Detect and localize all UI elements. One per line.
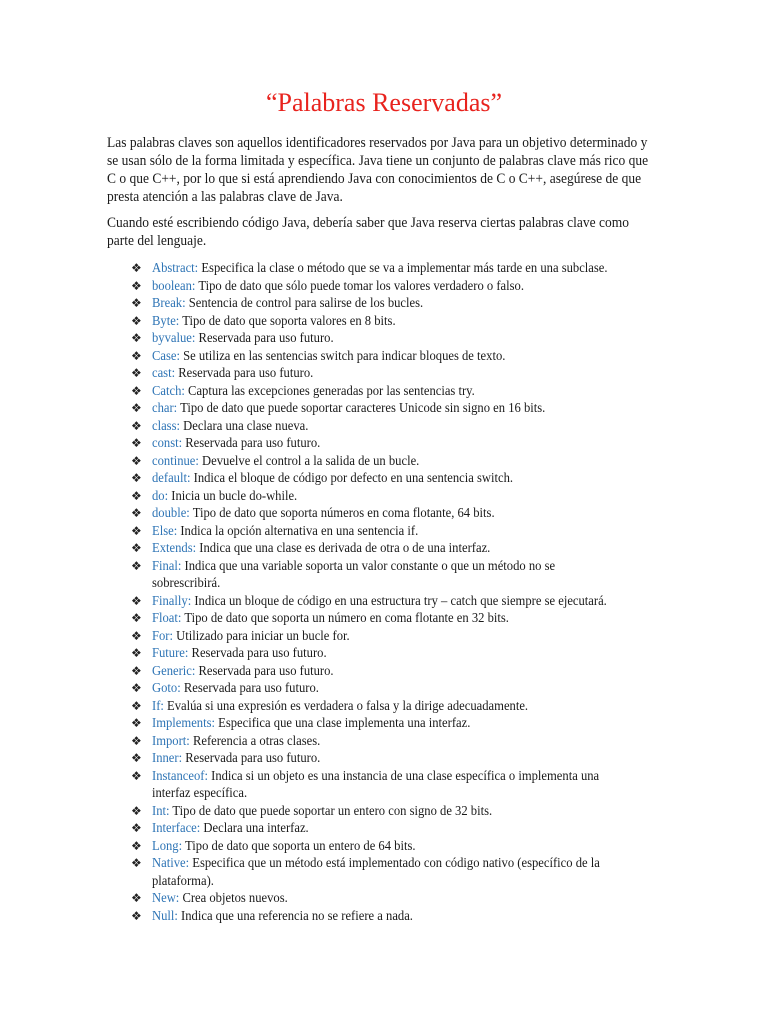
diamond-bullet-icon: ❖: [131, 716, 142, 730]
keyword-list-item: [131, 278, 691, 296]
keyword-description: Declara una interfaz.: [203, 821, 309, 836]
keyword-term: Case:: [152, 348, 180, 364]
paragraph-line: presta atención a las palabras clave de Java.: [107, 189, 343, 205]
diamond-bullet-icon: ❖: [131, 908, 142, 923]
diamond-bullet-icon: ❖: [131, 383, 142, 398]
keyword-term: double:: [152, 506, 190, 521]
keyword-description: Indica que una referencia no se refiere a nada.: [181, 908, 413, 924]
keyword-description: Especifica que una clase implementa una interfaz.: [218, 716, 471, 731]
keyword-entry: [152, 698, 528, 716]
keyword-description: Tipo de dato que sólo puede tomar los valores verdadero o falso.: [198, 278, 524, 294]
keyword-term: do:: [152, 488, 169, 504]
keyword-term: Generic:: [152, 663, 196, 679]
keyword-entry: [152, 715, 470, 733]
keyword-description: Evalúa si una expresión es verdadera o falsa y la dirige adecuadamente.: [167, 698, 529, 714]
keyword-entry: [152, 330, 334, 348]
keyword-list-item: [131, 365, 691, 383]
diamond-bullet-icon: ❖: [131, 296, 142, 310]
intro-paragraph: [107, 134, 649, 206]
keyword-description: Indica un bloque de código en una estructura try – catch que siempre se ejecutará.: [194, 593, 607, 609]
keyword-term: Instanceof:: [152, 768, 208, 784]
keyword-list-item: [131, 768, 691, 803]
keyword-entry: [152, 768, 599, 803]
keyword-entry: [152, 523, 418, 541]
keyword-list-item: [131, 715, 691, 733]
keyword-term: Goto:: [152, 681, 181, 696]
keyword-entry: [152, 383, 475, 401]
paragraph-line: C o que C++, por lo que si está aprendiendo Java con conocimientos de C o C++, asegúrese de que: [107, 171, 642, 187]
keyword-term: Byte:: [152, 313, 180, 329]
keyword-entry: [152, 610, 509, 628]
diamond-bullet-icon: ❖: [131, 751, 142, 765]
keyword-list-item: [131, 890, 691, 908]
keyword-list-item: [131, 803, 691, 821]
keyword-term: cast:: [152, 366, 176, 381]
keyword-list-item: [131, 610, 691, 628]
keyword-description-continuation: sobrescribirá.: [152, 576, 221, 591]
keyword-description: Utilizado para iniciar un bucle for.: [176, 628, 350, 644]
keyword-term: Final:: [152, 558, 182, 574]
keyword-list-item: [131, 540, 691, 558]
diamond-bullet-icon: ❖: [131, 278, 142, 293]
keyword-description: Reservada para uso futuro.: [183, 681, 319, 696]
diamond-bullet-icon: ❖: [131, 593, 142, 608]
diamond-bullet-icon: ❖: [131, 698, 142, 713]
keyword-entry: [152, 505, 495, 523]
diamond-bullet-icon: ❖: [131, 611, 142, 625]
keyword-list: [131, 260, 691, 925]
paragraph-line: Las palabras claves son aquellos identificadores reservados por Java para un objetivo determinado y: [107, 135, 648, 151]
keyword-description: Especifica que un método está implementado con código nativo (específico de la: [192, 856, 600, 871]
keyword-description: Inicia un bucle do-while.: [171, 488, 298, 504]
keyword-entry: [152, 890, 288, 908]
diamond-bullet-icon: ❖: [131, 331, 142, 345]
keyword-list-item: [131, 908, 691, 926]
keyword-term: Future:: [152, 646, 189, 661]
keyword-description: Tipo de dato que soporta un entero de 64 bits.: [185, 838, 416, 854]
diamond-bullet-icon: ❖: [131, 541, 142, 555]
diamond-bullet-icon: ❖: [131, 891, 142, 905]
keyword-list-item: [131, 645, 691, 663]
diamond-bullet-icon: ❖: [131, 348, 142, 363]
keyword-list-item: [131, 523, 691, 541]
keyword-term: Native:: [152, 856, 190, 871]
keyword-list-item: [131, 750, 691, 768]
keyword-list-item: [131, 383, 691, 401]
keyword-term: If:: [152, 698, 164, 714]
keyword-term: Import:: [152, 733, 190, 749]
keyword-description: Especifica la clase o método que se va a implementar más tarde en una subclase.: [201, 261, 608, 276]
keyword-entry: [152, 663, 334, 681]
diamond-bullet-icon: ❖: [131, 733, 142, 748]
keyword-list-item: [131, 418, 691, 436]
diamond-bullet-icon: ❖: [131, 418, 142, 433]
keyword-list-item: [131, 260, 691, 278]
keyword-description: Captura las excepciones generadas por las sentencias try.: [188, 383, 475, 399]
keyword-entry: [152, 435, 320, 453]
keyword-description: Reservada para uso futuro.: [198, 663, 334, 679]
keyword-list-item: [131, 698, 691, 716]
keyword-description: Reservada para uso futuro.: [191, 646, 327, 661]
diamond-bullet-icon: ❖: [131, 681, 142, 695]
diamond-bullet-icon: ❖: [131, 488, 142, 503]
keyword-entry: [152, 278, 524, 296]
diamond-bullet-icon: ❖: [131, 313, 142, 328]
keyword-description: Reservada para uso futuro.: [198, 331, 334, 346]
keyword-description: Indica el bloque de código por defecto en una sentencia switch.: [193, 471, 514, 486]
keyword-description: Reservada para uso futuro.: [185, 436, 321, 451]
keyword-term: Catch:: [152, 383, 185, 399]
keyword-list-item: [131, 628, 691, 646]
diamond-bullet-icon: ❖: [131, 453, 142, 468]
diamond-bullet-icon: ❖: [131, 856, 142, 870]
keyword-entry: [152, 400, 545, 418]
keyword-entry: [152, 470, 513, 488]
paragraph-line: se usan sólo de la forma limitada y específica. Java tiene un conjunto de palabras clave más rico que: [107, 153, 649, 169]
keyword-term: New:: [152, 891, 180, 906]
diamond-bullet-icon: ❖: [131, 436, 142, 450]
keyword-description: Crea objetos nuevos.: [182, 891, 288, 906]
keyword-entry: [152, 488, 297, 506]
keyword-entry: [152, 540, 490, 558]
keyword-term: Int:: [152, 803, 170, 819]
document-title: “Palabras Reservadas”: [265, 88, 503, 117]
diamond-bullet-icon: ❖: [131, 803, 142, 818]
keyword-list-item: [131, 558, 691, 593]
keyword-description: Tipo de dato que puede soportar un entero con signo de 32 bits.: [172, 803, 493, 819]
keyword-entry: [152, 645, 327, 663]
diamond-bullet-icon: ❖: [131, 261, 142, 275]
keyword-list-item: [131, 838, 691, 856]
paragraph-line: Cuando esté escribiendo código Java, debería saber que Java reserva ciertas palabras clave como: [107, 215, 629, 231]
keyword-entry: [152, 295, 423, 313]
keyword-term: Finally:: [152, 593, 192, 609]
keyword-list-item: [131, 680, 691, 698]
keyword-description: Reservada para uso futuro.: [185, 751, 321, 766]
keyword-description: Referencia a otras clases.: [192, 733, 321, 749]
keyword-entry: [152, 820, 309, 838]
keyword-term: Interface:: [152, 821, 201, 836]
diamond-bullet-icon: ❖: [131, 366, 142, 380]
paragraph-line: parte del lenguaje.: [107, 233, 207, 249]
keyword-entry: [152, 313, 396, 331]
keyword-description-continuation: plataforma).: [152, 873, 214, 889]
keyword-term: boolean:: [152, 278, 196, 294]
keyword-description: Tipo de dato que soporta valores en 8 bits.: [182, 313, 396, 329]
diamond-bullet-icon: ❖: [131, 401, 142, 415]
second-paragraph: [107, 214, 628, 250]
keyword-description: Indica que una variable soporta un valor constante o que un método no se: [184, 558, 556, 574]
keyword-term: char:: [152, 401, 178, 416]
keyword-term: default:: [152, 471, 191, 486]
keyword-list-item: [131, 453, 691, 471]
keyword-list-item: [131, 295, 691, 313]
keyword-description: Tipo de dato que soporta un número en coma flotante en 32 bits.: [184, 611, 509, 626]
keyword-entry: [152, 628, 350, 646]
keyword-list-item: [131, 330, 691, 348]
keyword-entry: [152, 733, 320, 751]
keyword-description: Sentencia de control para salirse de los bucles.: [188, 296, 424, 311]
keyword-term: Long:: [152, 838, 183, 854]
keyword-term: class:: [152, 418, 180, 434]
keyword-description: Tipo de dato que soporta números en coma flotante, 64 bits.: [192, 506, 495, 521]
keyword-list-item: [131, 663, 691, 681]
diamond-bullet-icon: ❖: [131, 663, 142, 678]
keyword-term: byvalue:: [152, 331, 196, 346]
keyword-term: Implements:: [152, 716, 215, 731]
keyword-description: Declara una clase nueva.: [183, 418, 309, 434]
keyword-entry: [152, 453, 419, 471]
keyword-term: Break:: [152, 296, 186, 311]
keyword-list-item: [131, 505, 691, 523]
keyword-list-item: [131, 593, 691, 611]
keyword-entry: [152, 418, 308, 436]
keyword-description: Indica la opción alternativa en una sentencia if.: [180, 523, 419, 539]
keyword-list-item: [131, 435, 691, 453]
diamond-bullet-icon: ❖: [131, 628, 142, 643]
diamond-bullet-icon: ❖: [131, 471, 142, 485]
keyword-entry: [152, 803, 492, 821]
keyword-description: Reservada para uso futuro.: [178, 366, 314, 381]
keyword-entry: [152, 260, 608, 278]
diamond-bullet-icon: ❖: [131, 768, 142, 783]
keyword-entry: [152, 750, 320, 768]
keyword-term: For:: [152, 628, 174, 644]
keyword-list-item: [131, 820, 691, 838]
keyword-description-continuation: interfaz específica.: [152, 786, 248, 801]
keyword-list-item: [131, 855, 691, 890]
keyword-entry: [152, 855, 600, 890]
keyword-list-item: [131, 400, 691, 418]
keyword-entry: [152, 558, 555, 593]
keyword-term: Extends:: [152, 541, 197, 556]
keyword-description: Indica que una clase es derivada de otra o de una interfaz.: [199, 541, 491, 556]
keyword-description: Devuelve el control a la salida de un bucle.: [202, 453, 420, 469]
diamond-bullet-icon: ❖: [131, 558, 142, 573]
keyword-list-item: [131, 488, 691, 506]
keyword-description: Indica si un objeto es una instancia de una clase específica o implementa una: [211, 768, 600, 784]
keyword-term: continue:: [152, 453, 199, 469]
diamond-bullet-icon: ❖: [131, 838, 142, 853]
keyword-entry: [152, 593, 607, 611]
keyword-term: Float:: [152, 611, 182, 626]
keyword-term: Inner:: [152, 751, 183, 766]
diamond-bullet-icon: ❖: [131, 646, 142, 660]
keyword-list-item: [131, 313, 691, 331]
keyword-list-item: [131, 348, 691, 366]
keyword-term: Abstract:: [152, 261, 199, 276]
keyword-description: Tipo de dato que puede soportar caracteres Unicode sin signo en 16 bits.: [180, 401, 546, 416]
keyword-term: Null:: [152, 908, 178, 924]
keyword-entry: [152, 365, 313, 383]
keyword-description: Se utiliza en las sentencias switch para indicar bloques de texto.: [183, 348, 506, 364]
keyword-entry: [152, 348, 505, 366]
diamond-bullet-icon: ❖: [131, 506, 142, 520]
keyword-term: const:: [152, 436, 183, 451]
keyword-term: Else:: [152, 523, 178, 539]
keyword-entry: [152, 908, 413, 926]
keyword-list-item: [131, 470, 691, 488]
diamond-bullet-icon: ❖: [131, 821, 142, 835]
diamond-bullet-icon: ❖: [131, 523, 142, 538]
keyword-entry: [152, 680, 319, 698]
keyword-list-item: [131, 733, 691, 751]
keyword-entry: [152, 838, 416, 856]
